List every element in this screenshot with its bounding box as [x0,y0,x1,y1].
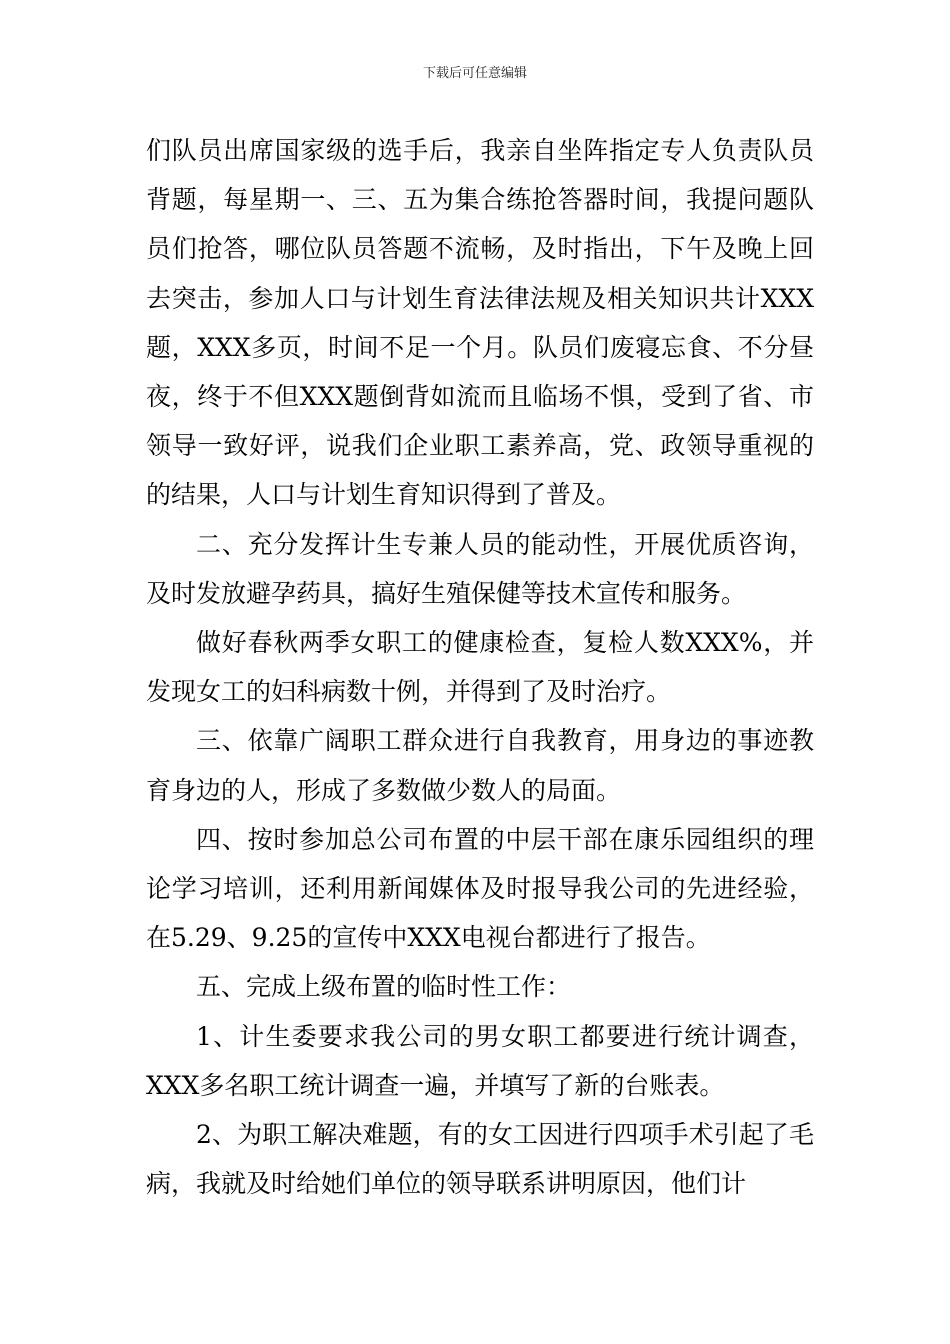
paragraph-section-four: 四、按时参加总公司布置的中层干部在康乐园组织的理论学习培训，还利用新闻媒体及时报导我公司的先进经验，在5.29、9.25的宣传中XXX电视台都进行了报告。 [146,824,814,953]
paragraph-section-five: 五、完成上级布置的临时性工作： [196,972,572,1002]
paragraph-item-one: 1、计生委要求我公司的男女职工都要进行统计调查，XXX多名职工统计调查一遍，并填写了新的台账表。 [146,1021,814,1100]
paragraph-continuation: 们队员出席国家级的选手后，我亲自坐阵指定专人负责队员背题，每星期一、三、五为集合练抢答器时间，我提问题队员们抢答，哪位队员答题不流畅，及时指出，下午及晚上回去突击，参加人口与计划生育法律法规及相关知识共计XXX题，XXX多页，时间不足一个月。队员们废寝忘食、不分昼夜，终于不但XXX题倒背如流而且临场不惧，受到了省、市领导一致好评，说我们企业职工素养高，党、政领导重视的的结果，人口与计划生育知识得到了普及。 [146,136,814,510]
page-header: 下载后可任意编辑 [422,66,527,81]
paragraph-section-two: 二、充分发挥计生专兼人员的能动性，开展优质咨询，及时发放避孕药具，搞好生殖保健等技术宣传和服务。 [146,529,814,608]
paragraph-item-two: 2、为职工解决难题，有的女工因进行四项手术引起了毛病，我就及时给她们单位的领导联系讲明原因，他们计 [146,1120,814,1199]
paragraph-section-three: 三、依靠广阔职工群众进行自我教育，用身边的事迹教育身边的人，形成了多数做少数人的局面。 [146,726,814,805]
document-body [146,126,814,1208]
paragraph-health-check: 做好春秋两季女职工的健康检查，复检人数XXX%，并发现女工的妇科病数十例，并得到了及时治疗。 [146,628,814,707]
